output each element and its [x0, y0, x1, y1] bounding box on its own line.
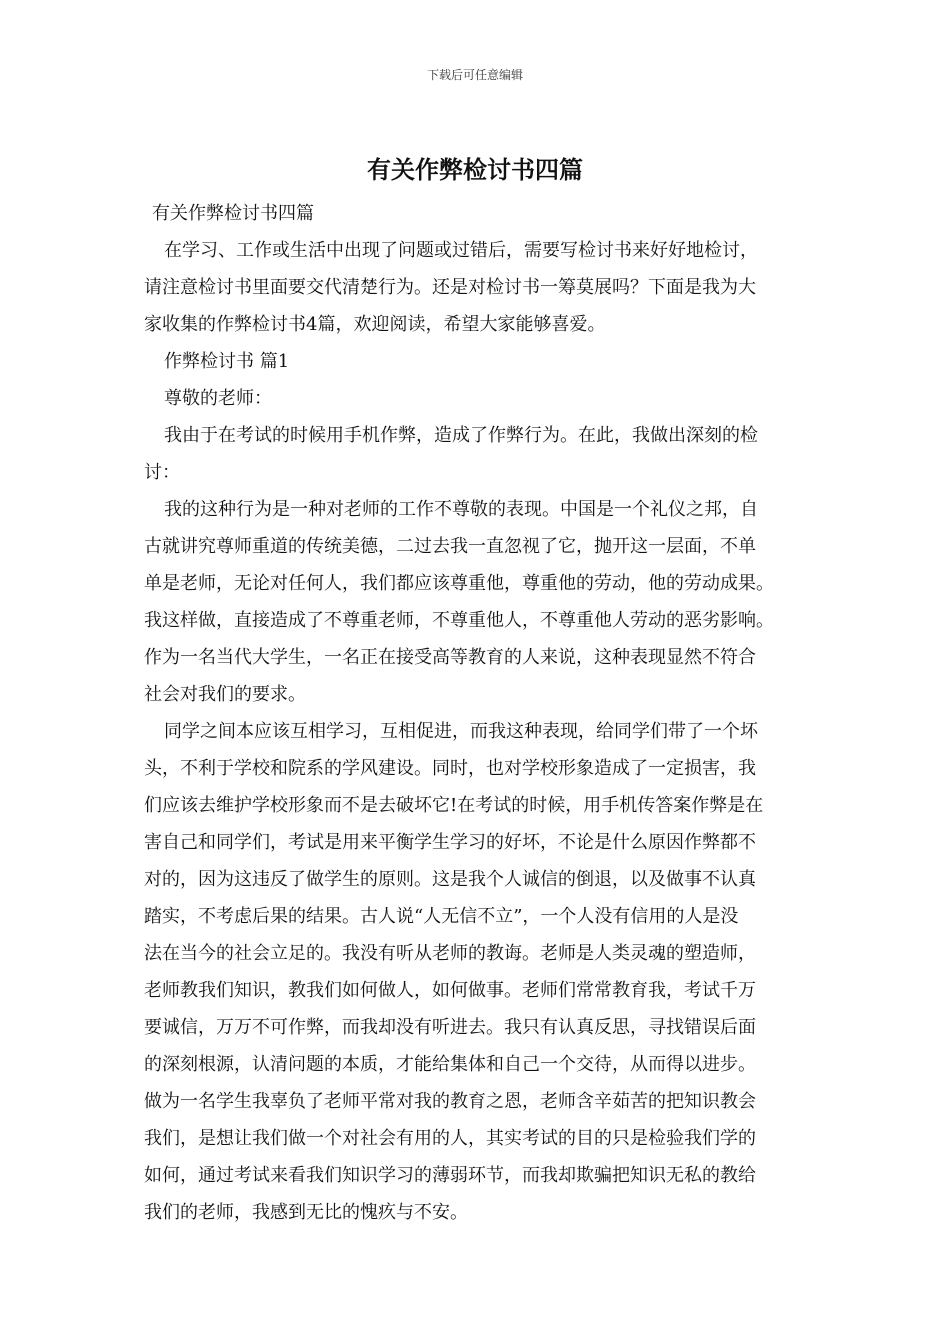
body-line: 作为一名当代大学生，一名正在接受高等教育的人来说，这种表现显然不符合: [144, 647, 756, 668]
document-body: [144, 195, 808, 1231]
document-subtitle: 有关作弊检讨书四篇: [152, 203, 314, 224]
body-line: 我这样做，直接造成了不尊重老师，不尊重他人，不尊重他人劳动的恶劣影响。: [144, 610, 774, 631]
body-line: 老师教我们知识，教我们如何做人，如何做事。老师们常常教育我，考试千万: [144, 980, 756, 1001]
body-line: 我们，是想让我们做一个对社会有用的人，其实考试的目的只是检验我们学的: [144, 1128, 756, 1149]
body-line: 古就讲究尊师重道的传统美德，二过去我一直忽视了它，抛开这一层面，不单: [144, 536, 756, 557]
document-title: 有关作弊检讨书四篇: [367, 155, 583, 184]
body-line: 我由于在考试的时候用手机作弊，造成了作弊行为。在此，我做出深刻的检: [164, 425, 758, 446]
body-line: 们应该去维护学校形象而不是去破坏它!在考试的时候，用手机传答案作弊是在: [144, 795, 764, 816]
body-line: 作弊检讨书 篇1: [164, 351, 290, 372]
body-line: 害自己和同学们，考试是用来平衡学生学习的好坏，不论是什么原因作弊都不: [144, 832, 756, 853]
body-line: 头，不利于学校和院系的学风建设。同时，也对学校形象造成了一定损害，我: [144, 758, 756, 779]
body-line: 单是老师，无论对任何人，我们都应该尊重他，尊重他的劳动，他的劳动成果。: [144, 573, 774, 594]
body-line: 我的这种行为是一种对老师的工作不尊敬的表现。中国是一个礼仪之邦，自: [164, 499, 758, 520]
body-line: 如何，通过考试来看我们知识学习的薄弱环节，而我却欺骗把知识无私的教给: [144, 1165, 756, 1186]
body-line: 要诚信，万万不可作弊，而我却没有听进去。我只有认真反思，寻找错误后面: [144, 1017, 756, 1038]
body-line: 请注意检讨书里面要交代清楚行为。还是对检讨书一筹莫展吗？下面是我为大: [144, 277, 756, 298]
header-note: 下载后可任意编辑: [426, 68, 523, 82]
body-line: 同学之间本应该互相学习，互相促进，而我这种表现，给同学们带了一个坏: [164, 721, 758, 742]
body-line: 我们的老师，我感到无比的愧疚与不安。: [144, 1202, 468, 1223]
body-line: 尊敬的老师：: [164, 388, 272, 409]
body-line: 踏实，不考虑后果的结果。古人说“人无信不立”，一个人没有信用的人是没: [144, 906, 739, 927]
body-line: 对的，因为这违反了做学生的原则。这是我个人诚信的倒退，以及做事不认真: [144, 869, 756, 890]
body-line: 法在当今的社会立足的。我没有听从老师的教诲。老师是人类灵魂的塑造师，: [144, 943, 756, 964]
body-line: 家收集的作弊检讨书4篇，欢迎阅读，希望大家能够喜爱。: [144, 314, 606, 335]
body-line: 讨：: [144, 462, 180, 483]
body-line: 的深刻根源，认清问题的本质，才能给集体和自己一个交待，从而得以进步。: [144, 1054, 756, 1075]
body-line: 在学习、工作或生活中出现了问题或过错后，需要写检讨书来好好地检讨，: [164, 240, 758, 261]
body-line: 做为一名学生我辜负了老师平常对我的教育之恩，老师含辛茹苦的把知识教会: [144, 1091, 756, 1112]
body-line: 社会对我们的要求。: [144, 684, 306, 705]
